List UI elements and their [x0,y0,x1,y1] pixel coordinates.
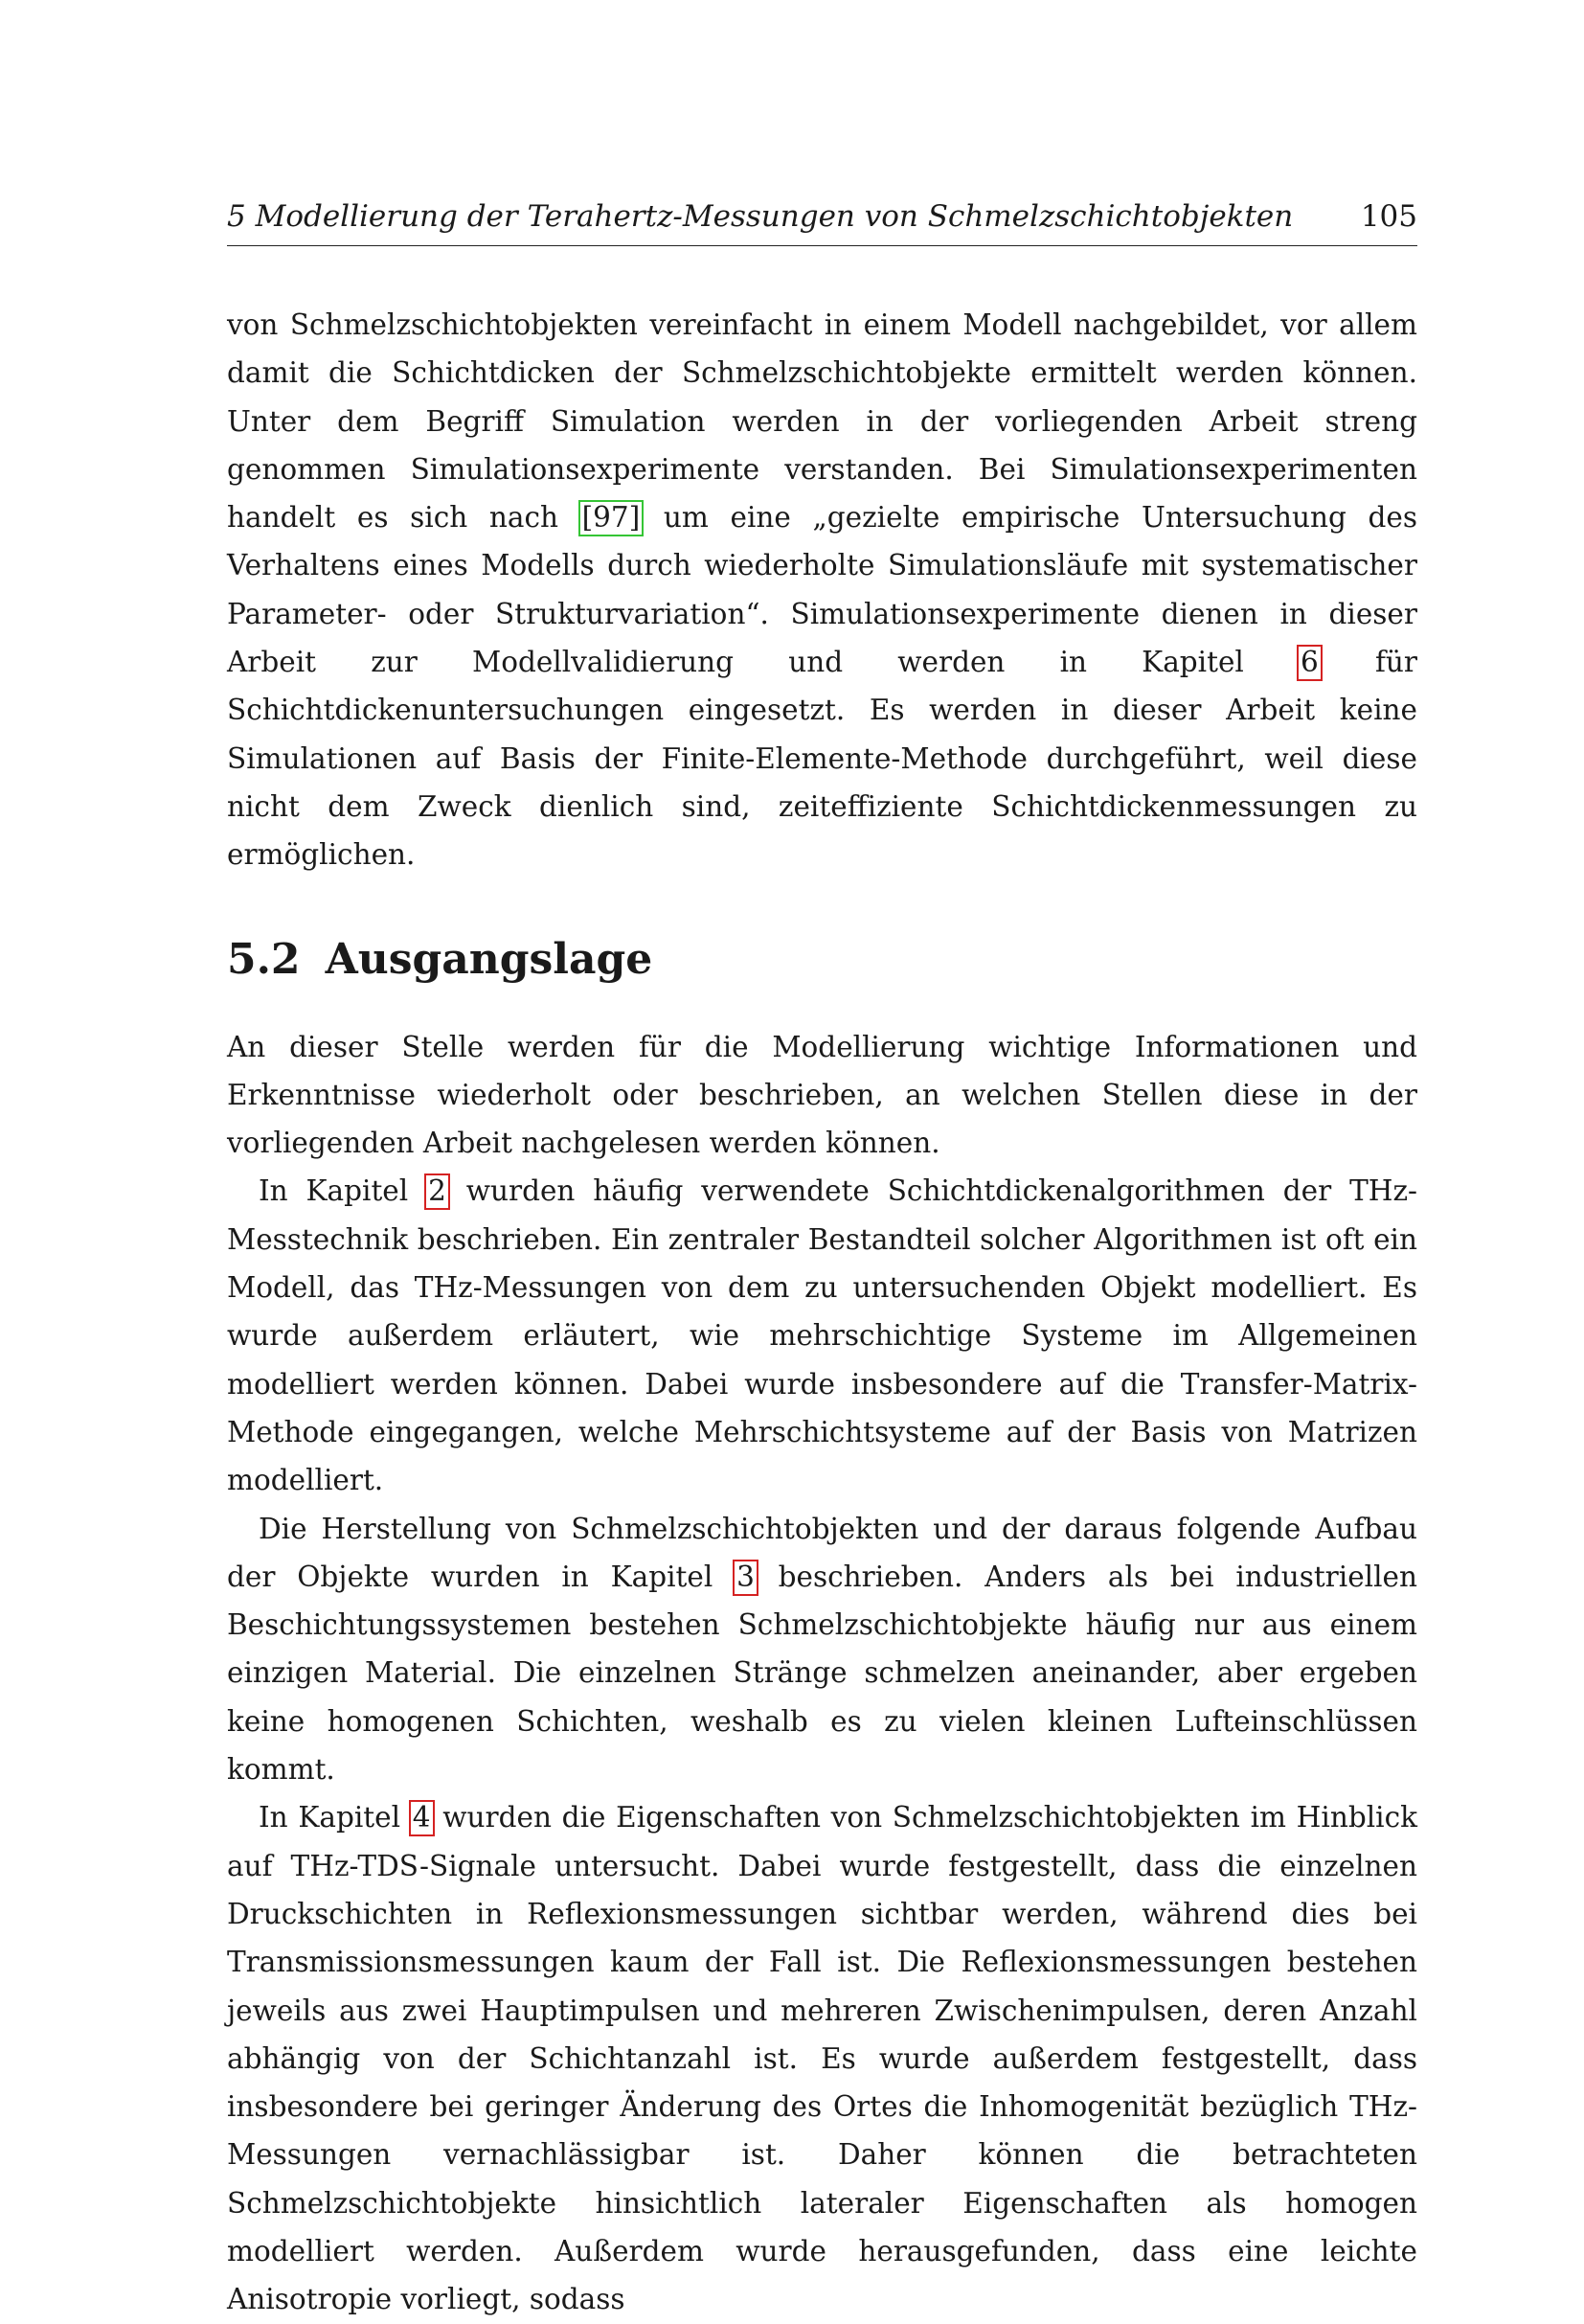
chapter-link-2[interactable]: 2 [428,1174,446,1208]
main-text [227,301,1417,2324]
paragraph-text: wurden die Eigenschaften von Schmelzschichtobjekten im Hinblick auf THz-TDS-Signale untersucht. Dabei wurde festgestellt, dass die einzelnen Druckschichten in Reflexionsmessungen sichtbar werden, während dies bei Transmissionsmessungen kaum der Fall ist. Die Reflexionsmessungen bestehen jeweils aus zwei Hauptimpulsen und mehreren Zwischenimpulsen, deren Anzahl abhängig von der Schichtanzahl ist. Es wurde außerdem festgestellt, dass insbesondere bei geringer Änderung des Ortes die Inhomogenität bezüglich THz-Messungen vernachlässigbar ist. Daher können die betrachteten Schmelzschichtobjekte hinsichtlich lateraler Eigenschaften als homogen modelliert werden. Außerdem wurde herausgefunden, dass eine leichte Anisotropie vorliegt, sodass [227,1801,1417,2316]
paragraph-text: von Schmelzschichtobjekten vereinfacht in einem Modell nachgebildet, vor allem damit die Schichtdicken der Schmelzschichtobjekte ermittelt werden können. Unter dem Begriff Simulation werden in der vorliegenden Arbeit streng genommen Simulationsexperimente verstanden. Bei Simulationsexperimenten handelt es sich nach [227,308,1417,535]
paragraph-chapter-4 [227,1793,1417,2323]
section-title: Ausgangslage [325,934,653,984]
section-heading [227,933,1417,987]
paragraph-text: An dieser Stelle werden für die Modellierung wichtige Informationen und Erkenntnisse wiederholt oder beschrieben, an welchen Stellen diese in der vorliegenden Arbeit nachgelesen werden können. [227,1030,1417,1160]
chapter-link-3[interactable]: 3 [736,1560,755,1593]
paragraph-text: In Kapitel [259,1174,427,1208]
paragraph-text: In Kapitel [259,1801,411,1834]
paragraph-text: um eine „gezielte empirische Untersuchung des Verhaltens eines Modells durch wiederholte Simulationsläufe mit systematischer Parameter- oder Strukturvariation“. Simulationsexperimente dienen in dieser Arbeit zur Modellvalidierung und werden in Kapitel [227,501,1417,679]
chapter-link-4[interactable]: 4 [412,1801,431,1834]
section-number: 5.2 [227,934,301,984]
paragraph-text: Die Herstellung von Schmelzschichtobjekten und der daraus folgende Aufbau der Objekte wurden in Kapitel [227,1512,1417,1593]
paragraph-text: für Schichtdickenuntersuchungen eingesetzt. Es werden in dieser Arbeit keine Simulationen auf Basis der Finite-Elemente-Methode durchgeführt, weil diese nicht dem Zweck dienlich sind, zeiteffiziente Schichtdickenmessungen zu ermöglichen. [227,646,1417,872]
paragraph-text: wurden häufig verwendete Schichtdickenalgorithmen der THz-Messtechnik beschrieben. Ein zentraler Bestandteil solcher Algorithmen ist oft ein Modell, das THz-Messungen von dem zu untersuchenden Objekt modelliert. Es wurde außerdem erläutert, wie mehrschichtige Systeme im Allgemeinen modelliert werden können. Dabei wurde insbesondere auf die Transfer-Matrix-Methode eingegangen, welche Mehrschichtsysteme auf der Basis von Matrizen modelliert. [227,1174,1418,1497]
citation-link-97[interactable]: [97] [581,501,641,535]
paragraph-intro [227,1023,1417,1168]
paragraph-chapter-3 [227,1505,1417,1794]
chapter-link-6[interactable]: 6 [1301,646,1319,679]
running-header [227,199,1417,246]
chapter-title: 5 Modellierung der Terahertz-Messungen von Schmelzschichtobjekten [227,199,1294,234]
paragraph-simulation [227,301,1417,879]
paragraph-text: beschrieben. Anders als bei industriellen Beschichtungssystemen bestehen Schmelzschichtobjekte häufig nur aus einem einzigen Material. Die einzelnen Stränge schmelzen aneinander, aber ergeben keine homogenen Schichten, weshalb es zu vielen kleinen Lufteinschlüssen kommt. [227,1560,1418,1787]
page-number: 105 [1360,199,1417,234]
paragraph-chapter-2 [227,1167,1417,1504]
